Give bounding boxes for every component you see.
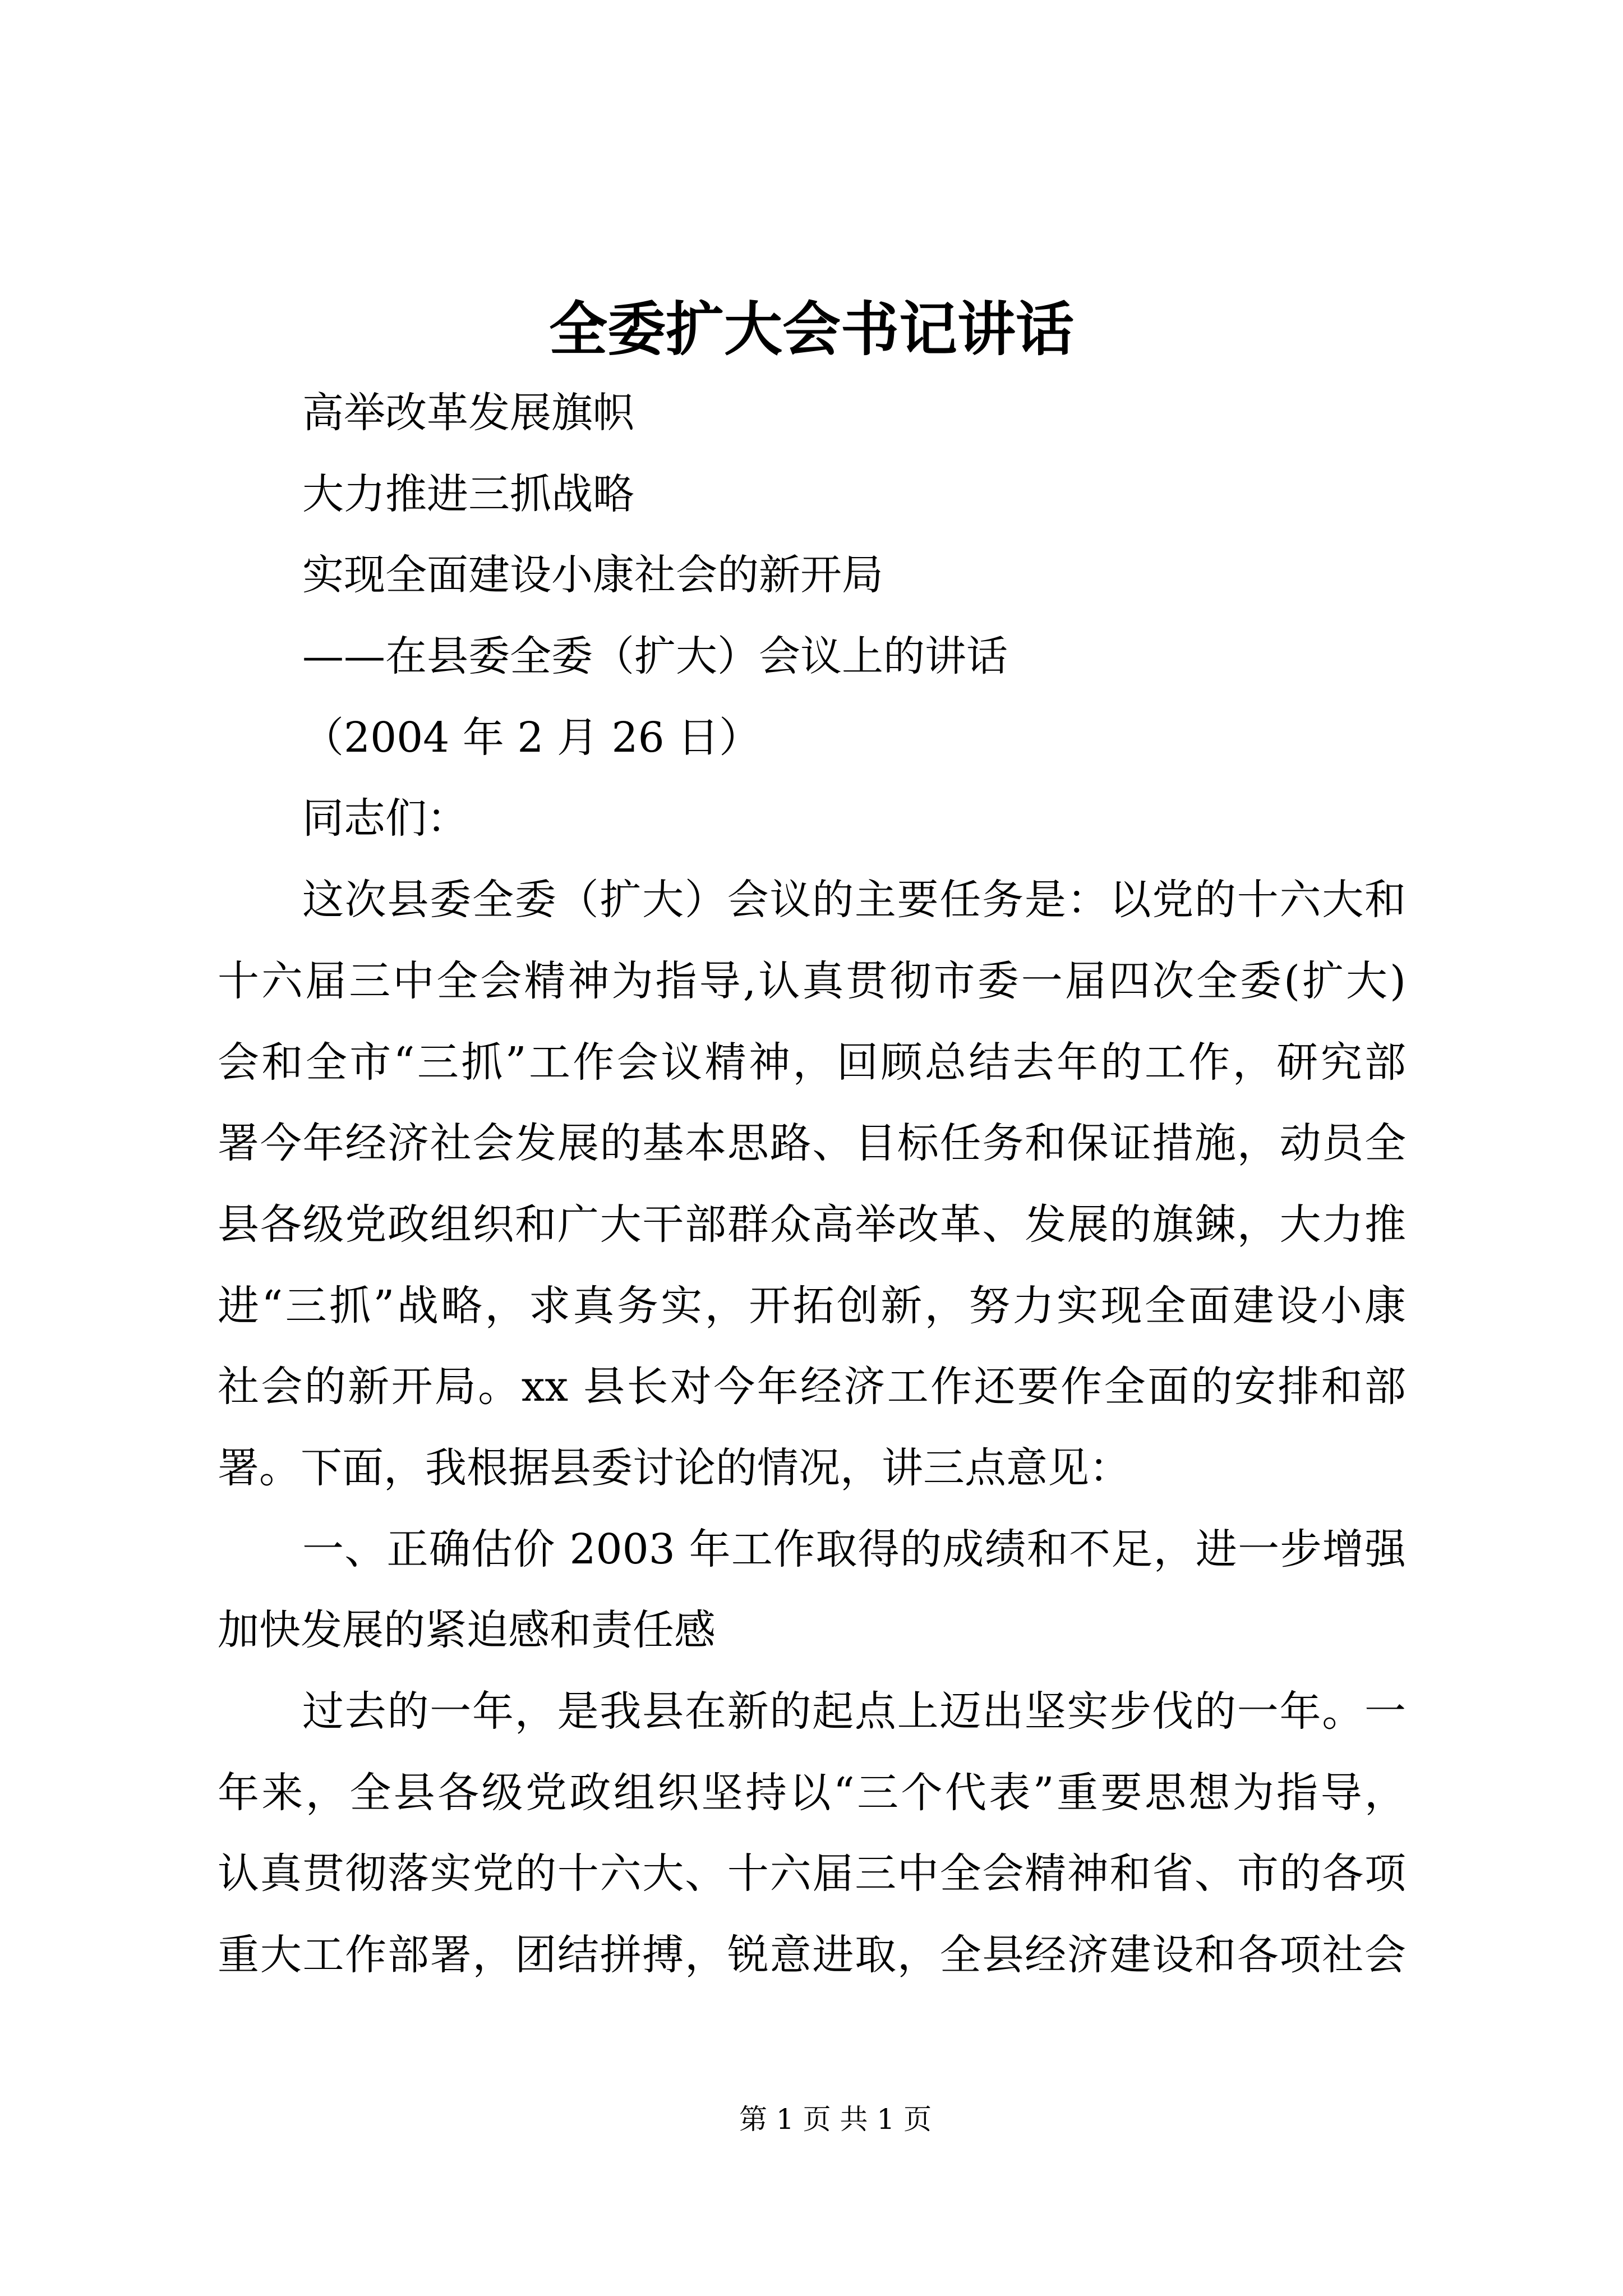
heading-line: 大力推进三抓战略 — [302, 470, 634, 518]
paragraph-line: 这次县委全委（扩大）会议的主要任务是：以党的十六大和 — [302, 876, 1406, 924]
date-line: （2004 年 2 月 26 日） — [302, 713, 761, 762]
salutation: 同志们： — [302, 794, 468, 843]
section-heading-line: 一、正确估价 2003 年工作取得的成绩和不足，进一步增强 — [302, 1525, 1406, 1573]
paragraph-line: 县各级党政组织和广大干部群众高举改革、发展的旗鋉，大力推 — [218, 1200, 1406, 1249]
subtitle-line: ——在县委全委（扩大）会议上的讲话 — [302, 632, 1008, 681]
document-body — [218, 372, 1406, 1996]
paragraph-line: 过去的一年，是我县在新的起点上迈出坚实步伐的一年。一 — [302, 1687, 1406, 1736]
paragraph-line: 署。下面，我根据县委讨论的情况，讲三点意见： — [218, 1443, 1131, 1492]
paragraph-line: 认真贯彻落实党的十六大、十六届三中全会精神和省、市的各项 — [218, 1849, 1406, 1898]
paragraph-line: 年来，全县各级党政组织坚持以“三个代表”重要思想为指导， — [218, 1768, 1406, 1817]
paragraph-line: 重大工作部署，团结拼搏，锐意进取，全县经济建设和各项社会 — [218, 1931, 1406, 1980]
paragraph-line: 署今年经济社会发展的基本思路、目标任务和保证措施，动员全 — [218, 1119, 1406, 1168]
paragraph-line: 社会的新开局。xx 县长对今年经济工作还要作全面的安排和部 — [218, 1363, 1406, 1411]
heading-line: 实现全面建设小康社会的新开局 — [302, 551, 883, 600]
paragraph-line: 十六届三中全会精神为指导,认真贯彻市委一届四次全委(扩大) — [218, 956, 1406, 1005]
section-heading-line: 加快发展的紧迫感和责任感 — [218, 1606, 716, 1655]
heading-line: 高举改革发展旗帜 — [302, 389, 634, 437]
page-footer: 第 1 页 共 1 页 — [739, 2103, 932, 2136]
paragraph-line: 会和全市“三抓”工作会议精神，回顾总结去年的工作，研究部 — [218, 1038, 1406, 1087]
doc-title: 全委扩大会书记讲话 — [548, 295, 1074, 364]
paragraph-line: 进“三抓”战略，求真务实，开拓创新，努力实现全面建设小康 — [218, 1281, 1406, 1330]
